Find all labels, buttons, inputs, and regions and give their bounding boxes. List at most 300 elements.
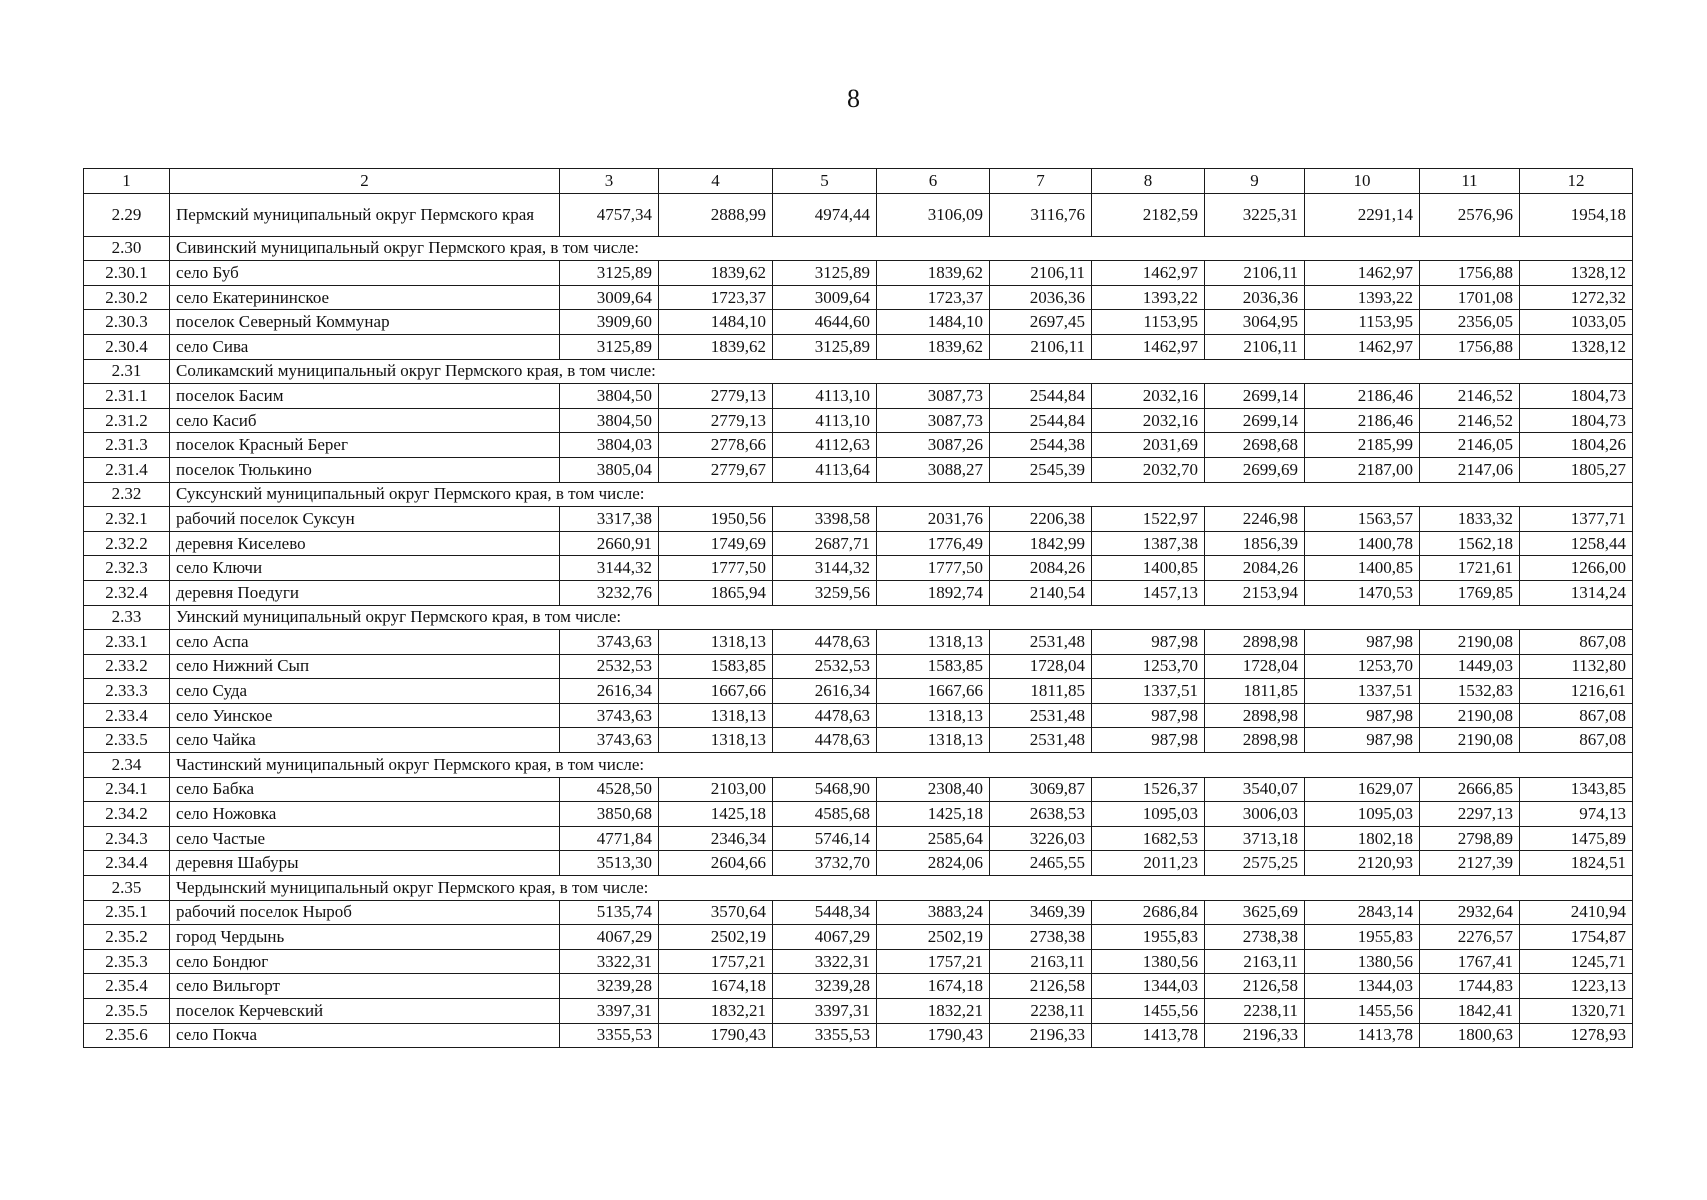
row-code: 2.31.3 [84,433,170,458]
cell-col-4: 1667,66 [659,679,773,704]
cell-col-5: 4067,29 [773,925,877,950]
table-row [84,851,1633,876]
cell-col-10: 2186,46 [1305,384,1420,409]
cell-col-12: 1804,73 [1520,384,1633,409]
row-code: 2.35.2 [84,925,170,950]
cell-col-9: 2699,14 [1205,384,1305,409]
cell-col-3: 3804,50 [560,384,659,409]
cell-col-5: 2616,34 [773,679,877,704]
table-row [84,556,1633,581]
row-code: 2.30.1 [84,261,170,286]
cell-col-3: 2532,53 [560,654,659,679]
cell-col-7: 3069,87 [990,777,1092,802]
cell-col-5: 5448,34 [773,900,877,925]
cell-col-5: 4113,10 [773,408,877,433]
column-header: 11 [1420,169,1520,194]
cell-col-9: 2898,98 [1205,728,1305,753]
row-code: 2.32.3 [84,556,170,581]
cell-col-8: 1682,53 [1092,826,1205,851]
cell-col-8: 2011,23 [1092,851,1205,876]
cell-col-11: 2932,64 [1420,900,1520,925]
cell-col-12: 2410,94 [1520,900,1633,925]
cell-col-7: 2106,11 [990,261,1092,286]
table-row [84,1023,1633,1048]
row-code: 2.34.1 [84,777,170,802]
cell-col-10: 2186,46 [1305,408,1420,433]
cell-col-10: 1400,85 [1305,556,1420,581]
cell-col-4: 3570,64 [659,900,773,925]
cell-col-9: 3064,95 [1205,310,1305,335]
group-name: Частинский муниципальный округ Пермского края, в том числе: [170,753,1633,778]
cell-col-8: 1400,85 [1092,556,1205,581]
cell-col-8: 1462,97 [1092,334,1205,359]
cell-col-10: 1344,03 [1305,974,1420,999]
cell-col-9: 2699,69 [1205,457,1305,482]
cell-col-7: 2465,55 [990,851,1092,876]
cell-col-7: 2531,48 [990,703,1092,728]
cell-col-5: 4478,63 [773,728,877,753]
cell-col-9: 3006,03 [1205,802,1305,827]
cell-col-6: 2824,06 [877,851,990,876]
row-code: 2.33.2 [84,654,170,679]
cell-col-5: 3144,32 [773,556,877,581]
cell-col-3: 4757,34 [560,193,659,236]
cell-col-12: 1223,13 [1520,974,1633,999]
row-code: 2.32.2 [84,531,170,556]
cell-col-6: 1892,74 [877,580,990,605]
cell-col-6: 1723,37 [877,285,990,310]
cell-col-11: 1833,32 [1420,507,1520,532]
cell-col-6: 3088,27 [877,457,990,482]
cell-col-3: 3804,50 [560,408,659,433]
cell-col-8: 1095,03 [1092,802,1205,827]
cell-col-4: 2604,66 [659,851,773,876]
cell-col-6: 3087,73 [877,408,990,433]
cell-col-12: 1824,51 [1520,851,1633,876]
row-name: село Аспа [170,630,560,655]
cell-col-10: 2120,93 [1305,851,1420,876]
cell-col-9: 1856,39 [1205,531,1305,556]
cell-col-4: 1839,62 [659,334,773,359]
row-name: село Ножовка [170,802,560,827]
cell-col-7: 2084,26 [990,556,1092,581]
cell-col-3: 3125,89 [560,334,659,359]
cell-col-6: 1790,43 [877,1023,990,1048]
table-row [84,408,1633,433]
cell-col-9: 2126,58 [1205,974,1305,999]
cell-col-4: 2888,99 [659,193,773,236]
cell-col-11: 1701,08 [1420,285,1520,310]
cell-col-10: 1629,07 [1305,777,1420,802]
table-row [84,826,1633,851]
cell-col-8: 2686,84 [1092,900,1205,925]
cell-col-11: 2666,85 [1420,777,1520,802]
row-code: 2.33.3 [84,679,170,704]
column-header: 4 [659,169,773,194]
cell-col-4: 1583,85 [659,654,773,679]
cell-col-7: 2544,38 [990,433,1092,458]
cell-col-3: 3805,04 [560,457,659,482]
column-header: 12 [1520,169,1633,194]
row-name: село Нижний Сып [170,654,560,679]
cell-col-5: 3398,58 [773,507,877,532]
cell-col-12: 1377,71 [1520,507,1633,532]
cell-col-6: 1318,13 [877,703,990,728]
page-number: 8 [847,84,860,113]
cell-col-9: 2898,98 [1205,703,1305,728]
cell-col-9: 2036,36 [1205,285,1305,310]
cell-col-3: 4771,84 [560,826,659,851]
group-name: Суксунский муниципальный округ Пермского края, в том числе: [170,482,1633,507]
row-code: 2.31.4 [84,457,170,482]
row-code: 2.31 [84,359,170,384]
cell-col-12: 867,08 [1520,728,1633,753]
row-name: поселок Басим [170,384,560,409]
table-row [84,285,1633,310]
table-group-row [84,876,1633,901]
cell-col-10: 2185,99 [1305,433,1420,458]
cell-col-4: 2779,67 [659,457,773,482]
cell-col-6: 1318,13 [877,630,990,655]
cell-col-9: 1728,04 [1205,654,1305,679]
table-body [84,193,1633,1048]
cell-col-8: 2032,16 [1092,408,1205,433]
cell-col-10: 1153,95 [1305,310,1420,335]
cell-col-6: 2031,76 [877,507,990,532]
cell-col-10: 1802,18 [1305,826,1420,851]
cell-col-5: 2687,71 [773,531,877,556]
column-header: 5 [773,169,877,194]
row-code: 2.29 [84,193,170,236]
column-header: 3 [560,169,659,194]
cell-col-6: 1425,18 [877,802,990,827]
cell-col-11: 1532,83 [1420,679,1520,704]
cell-col-10: 1563,57 [1305,507,1420,532]
cell-col-7: 2140,54 [990,580,1092,605]
cell-col-3: 3743,63 [560,728,659,753]
cell-col-8: 1457,13 [1092,580,1205,605]
row-name: село Бондюг [170,949,560,974]
row-name: село Чайка [170,728,560,753]
row-name: рабочий поселок Суксун [170,507,560,532]
cell-col-12: 1033,05 [1520,310,1633,335]
cell-col-7: 2206,38 [990,507,1092,532]
cell-col-12: 1266,00 [1520,556,1633,581]
cell-col-9: 2153,94 [1205,580,1305,605]
cell-col-5: 3259,56 [773,580,877,605]
row-name: село Буб [170,261,560,286]
cell-col-5: 3239,28 [773,974,877,999]
cell-col-6: 1832,21 [877,999,990,1024]
row-name: Пермский муниципальный округ Пермского края [170,193,560,236]
row-code: 2.30.2 [84,285,170,310]
cell-col-10: 987,98 [1305,630,1420,655]
cell-col-4: 1790,43 [659,1023,773,1048]
cell-col-12: 1804,26 [1520,433,1633,458]
cell-col-4: 2779,13 [659,384,773,409]
column-header: 8 [1092,169,1205,194]
cell-col-8: 1380,56 [1092,949,1205,974]
cell-col-7: 2126,58 [990,974,1092,999]
cell-col-8: 1955,83 [1092,925,1205,950]
cell-col-11: 1449,03 [1420,654,1520,679]
cell-col-5: 4974,44 [773,193,877,236]
cell-col-3: 3125,89 [560,261,659,286]
cell-col-12: 1320,71 [1520,999,1633,1024]
cell-col-5: 4112,63 [773,433,877,458]
table-row [84,580,1633,605]
cell-col-12: 1954,18 [1520,193,1633,236]
cell-col-5: 5746,14 [773,826,877,851]
cell-col-3: 3743,63 [560,630,659,655]
cell-col-7: 2531,48 [990,728,1092,753]
cell-col-7: 1728,04 [990,654,1092,679]
row-name: село Уинское [170,703,560,728]
cell-col-9: 2699,14 [1205,408,1305,433]
row-name: село Суда [170,679,560,704]
cell-col-9: 2738,38 [1205,925,1305,950]
row-code: 2.34 [84,753,170,778]
cell-col-3: 2616,34 [560,679,659,704]
table-row [84,802,1633,827]
group-name: Сивинский муниципальный округ Пермского края, в том числе: [170,236,1633,261]
row-code: 2.35.6 [84,1023,170,1048]
row-name: рабочий поселок Ныроб [170,900,560,925]
cell-col-4: 2779,13 [659,408,773,433]
cell-col-4: 1484,10 [659,310,773,335]
table-group-row [84,482,1633,507]
cell-col-11: 2190,08 [1420,703,1520,728]
cell-col-6: 1757,21 [877,949,990,974]
cell-col-8: 1393,22 [1092,285,1205,310]
cell-col-6: 3087,26 [877,433,990,458]
cell-col-7: 2163,11 [990,949,1092,974]
cell-col-4: 1865,94 [659,580,773,605]
row-code: 2.31.2 [84,408,170,433]
cell-col-4: 1777,50 [659,556,773,581]
cell-col-3: 4067,29 [560,925,659,950]
table-row [84,334,1633,359]
column-header: 9 [1205,169,1305,194]
cell-col-7: 2238,11 [990,999,1092,1024]
cell-col-4: 1950,56 [659,507,773,532]
row-name: село Вильгорт [170,974,560,999]
cell-col-9: 2698,68 [1205,433,1305,458]
cell-col-7: 2036,36 [990,285,1092,310]
table-row [84,974,1633,999]
row-code: 2.32.4 [84,580,170,605]
cell-col-3: 4528,50 [560,777,659,802]
cell-col-10: 1253,70 [1305,654,1420,679]
cell-col-11: 2146,05 [1420,433,1520,458]
cell-col-11: 2356,05 [1420,310,1520,335]
cell-col-9: 2106,11 [1205,334,1305,359]
table-row [84,310,1633,335]
cell-col-4: 1832,21 [659,999,773,1024]
cell-col-5: 3125,89 [773,334,877,359]
cell-col-12: 1328,12 [1520,261,1633,286]
column-header: 10 [1305,169,1420,194]
row-name: поселок Керчевский [170,999,560,1024]
cell-col-3: 3397,31 [560,999,659,1024]
cell-col-12: 1245,71 [1520,949,1633,974]
cell-col-4: 1318,13 [659,630,773,655]
cell-col-10: 1462,97 [1305,261,1420,286]
cell-col-11: 1721,61 [1420,556,1520,581]
table-row [84,728,1633,753]
cell-col-10: 1462,97 [1305,334,1420,359]
cell-col-4: 1318,13 [659,703,773,728]
row-name: деревня Киселево [170,531,560,556]
cell-col-5: 4478,63 [773,703,877,728]
cell-col-10: 1380,56 [1305,949,1420,974]
cell-col-5: 4113,10 [773,384,877,409]
table-row [84,654,1633,679]
table-row [84,384,1633,409]
row-name: город Чердынь [170,925,560,950]
row-code: 2.34.3 [84,826,170,851]
cell-col-6: 1776,49 [877,531,990,556]
cell-col-4: 1318,13 [659,728,773,753]
cell-col-5: 4113,64 [773,457,877,482]
cell-col-11: 2146,52 [1420,408,1520,433]
cell-col-5: 3355,53 [773,1023,877,1048]
cell-col-6: 1674,18 [877,974,990,999]
cell-col-11: 2147,06 [1420,457,1520,482]
group-name: Чердынский муниципальный округ Пермского края, в том числе: [170,876,1633,901]
cell-col-5: 5468,90 [773,777,877,802]
cell-col-11: 2798,89 [1420,826,1520,851]
cell-col-6: 3883,24 [877,900,990,925]
cell-col-8: 2182,59 [1092,193,1205,236]
cell-col-12: 1216,61 [1520,679,1633,704]
table-row [84,193,1633,236]
row-code: 2.32.1 [84,507,170,532]
cell-col-6: 1667,66 [877,679,990,704]
cell-col-11: 1842,41 [1420,999,1520,1024]
cell-col-5: 4478,63 [773,630,877,655]
cell-col-10: 1470,53 [1305,580,1420,605]
cell-col-11: 1562,18 [1420,531,1520,556]
row-code: 2.35.5 [84,999,170,1024]
cell-col-12: 867,08 [1520,703,1633,728]
cell-col-8: 2032,70 [1092,457,1205,482]
cell-col-8: 1462,97 [1092,261,1205,286]
cell-col-10: 1455,56 [1305,999,1420,1024]
column-header: 6 [877,169,990,194]
cell-col-8: 1337,51 [1092,679,1205,704]
cell-col-7: 2544,84 [990,408,1092,433]
row-code: 2.33 [84,605,170,630]
cell-col-12: 867,08 [1520,630,1633,655]
table-row [84,630,1633,655]
cell-col-6: 3087,73 [877,384,990,409]
column-header: 7 [990,169,1092,194]
cell-col-8: 1387,38 [1092,531,1205,556]
cell-col-7: 1842,99 [990,531,1092,556]
cell-col-4: 2778,66 [659,433,773,458]
cell-col-9: 2196,33 [1205,1023,1305,1048]
row-code: 2.33.5 [84,728,170,753]
cell-col-10: 987,98 [1305,703,1420,728]
cell-col-5: 4644,60 [773,310,877,335]
row-code: 2.35.1 [84,900,170,925]
cell-col-7: 2544,84 [990,384,1092,409]
row-name: село Екатерининское [170,285,560,310]
cell-col-12: 1804,73 [1520,408,1633,433]
cell-col-12: 1475,89 [1520,826,1633,851]
table-row [84,777,1633,802]
cell-col-12: 1278,93 [1520,1023,1633,1048]
row-name: село Касиб [170,408,560,433]
cell-col-8: 1253,70 [1092,654,1205,679]
cell-col-4: 2103,00 [659,777,773,802]
row-code: 2.35 [84,876,170,901]
cell-col-3: 3804,03 [560,433,659,458]
cell-col-3: 3009,64 [560,285,659,310]
table-group-row [84,605,1633,630]
column-header: 1 [84,169,170,194]
cell-col-9: 2898,98 [1205,630,1305,655]
cell-col-8: 1455,56 [1092,999,1205,1024]
cell-col-4: 1839,62 [659,261,773,286]
cell-col-8: 1153,95 [1092,310,1205,335]
cell-col-10: 1393,22 [1305,285,1420,310]
row-code: 2.32 [84,482,170,507]
cell-col-12: 1132,80 [1520,654,1633,679]
cell-col-8: 987,98 [1092,728,1205,753]
cell-col-10: 1413,78 [1305,1023,1420,1048]
cell-col-11: 1756,88 [1420,334,1520,359]
cell-col-8: 1526,37 [1092,777,1205,802]
cell-col-3: 3355,53 [560,1023,659,1048]
cell-col-5: 3397,31 [773,999,877,1024]
cell-col-7: 3226,03 [990,826,1092,851]
cell-col-12: 974,13 [1520,802,1633,827]
cell-col-8: 2031,69 [1092,433,1205,458]
cell-col-9: 2575,25 [1205,851,1305,876]
table-row [84,531,1633,556]
row-code: 2.30 [84,236,170,261]
cell-col-9: 2084,26 [1205,556,1305,581]
cell-col-6: 1777,50 [877,556,990,581]
cell-col-9: 2106,11 [1205,261,1305,286]
cell-col-4: 1757,21 [659,949,773,974]
cell-col-10: 2843,14 [1305,900,1420,925]
group-name: Уинский муниципальный округ Пермского края, в том числе: [170,605,1633,630]
cell-col-9: 1811,85 [1205,679,1305,704]
table-group-row [84,236,1633,261]
cell-col-7: 2531,48 [990,630,1092,655]
cell-col-11: 1800,63 [1420,1023,1520,1048]
row-name: село Ключи [170,556,560,581]
cell-col-5: 3009,64 [773,285,877,310]
cell-col-3: 3513,30 [560,851,659,876]
cell-col-6: 2308,40 [877,777,990,802]
cell-col-10: 1337,51 [1305,679,1420,704]
cell-col-10: 987,98 [1305,728,1420,753]
table-group-row [84,753,1633,778]
cell-col-6: 2502,19 [877,925,990,950]
cell-col-11: 1756,88 [1420,261,1520,286]
row-code: 2.35.4 [84,974,170,999]
cell-col-4: 2346,34 [659,826,773,851]
cell-col-12: 1805,27 [1520,457,1633,482]
cell-col-3: 2660,91 [560,531,659,556]
table-row [84,925,1633,950]
table-row [84,900,1633,925]
cell-col-7: 2545,39 [990,457,1092,482]
